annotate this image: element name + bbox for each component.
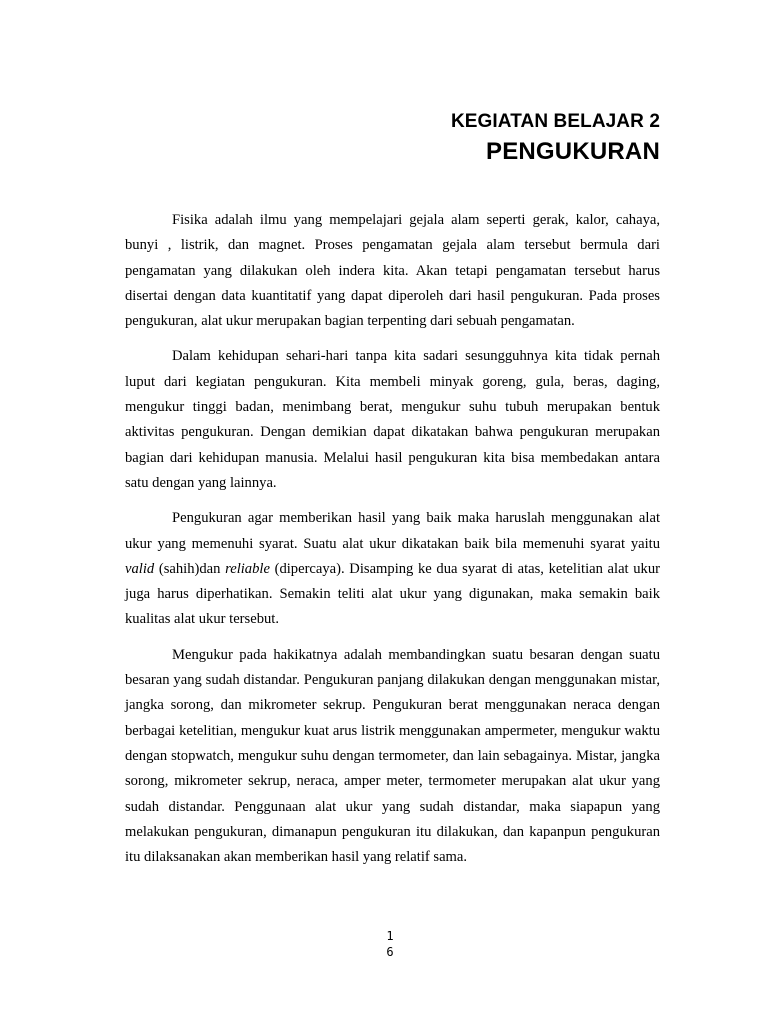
body-paragraph [125,344,660,496]
italic-term: valid [125,560,155,577]
paragraph-text: Pengukuran agar memberikan hasil yang baik maka haruslah menggunakan alat ukur yang memenuhi syarat. Suatu alat ukur dikatakan baik bila memenuhi syarat yaitu [125,510,660,552]
page-number-digit: 6 [386,945,394,959]
page-number [378,928,402,960]
chapter-kicker: KEGIATAN BELAJAR 2 [450,111,660,132]
body-paragraph [125,506,660,632]
paragraph-text: Mengukur pada hakikatnya adalah membandingkan suatu besaran dengan suatu besaran yang sudah distandar. Pengukuran panjang dilakukan dengan menggunakan mistar, jangka sorong, dan mikrometer sekrup. Pengukuran berat menggunakan neraca dengan berbagai ketelitian, mengukur kuat arus listrik menggunakan ampermeter, mengukur waktu dengan stopwatch, mengukur suhu dengan termometer, dan lain sebagainya. Mistar, jangka sorong, mikrometer sekrup, neraca, amper meter, termometer merupakan alat ukur yang sudah distandar. Penggunaan alat ukur yang sudah distandar, maka siapapun yang melakukan pengukuran, dimanapun pengukuran itu dilakukan, dan kapanpun pengukuran itu dilaksanakan akan memberikan hasil yang relatif sama. [125,646,660,866]
body-paragraph [125,208,660,334]
chapter-heading [451,108,660,168]
paragraph-text: Dalam kehidupan sehari-hari tanpa kita sadari sesungguhnya kita tidak pernah luput dari kegiatan pengukuran. Kita membeli minyak goreng, gula, beras, daging, mengukur tinggi badan, menimbang berat, mengukur suhu tubuh merupakan bentuk aktivitas pengukuran. Dengan demikian dapat dikatakan bahwa pengukuran merupakan bagian dari kehidupan manusia. Melalui hasil pengukuran kita bisa membedakan antara satu dengan yang lainnya. [125,348,660,491]
body-text [125,208,660,880]
paragraph-text: (dipercaya). Disamping ke dua syarat di atas, ketelitian alat ukur juga harus diperhatikan. Semakin teliti alat ukur yang digunakan, maka semakin baik kualitas alat ukur tersebut. [125,560,660,628]
chapter-title: PENGUKURAN [485,138,660,165]
italic-term: reliable [225,560,270,577]
body-paragraph [125,643,660,871]
page-number-digit: 1 [386,929,394,943]
paragraph-text: Fisika adalah ilmu yang mempelajari gejala alam seperti gerak, kalor, cahaya, bunyi , listrik, dan magnet. Proses pengamatan gejala alam tersebut bermula dari pengamatan yang dilakukan oleh indera kita. Akan tetapi pengamatan tersebut harus disertai dengan data kuantitatif yang dapat diperoleh dari hasil pengukuran. Pada proses pengukuran, alat ukur merupakan bagian terpenting dari sebuah pengamatan. [125,212,660,330]
paragraph-text: (sahih)dan [154,560,226,577]
